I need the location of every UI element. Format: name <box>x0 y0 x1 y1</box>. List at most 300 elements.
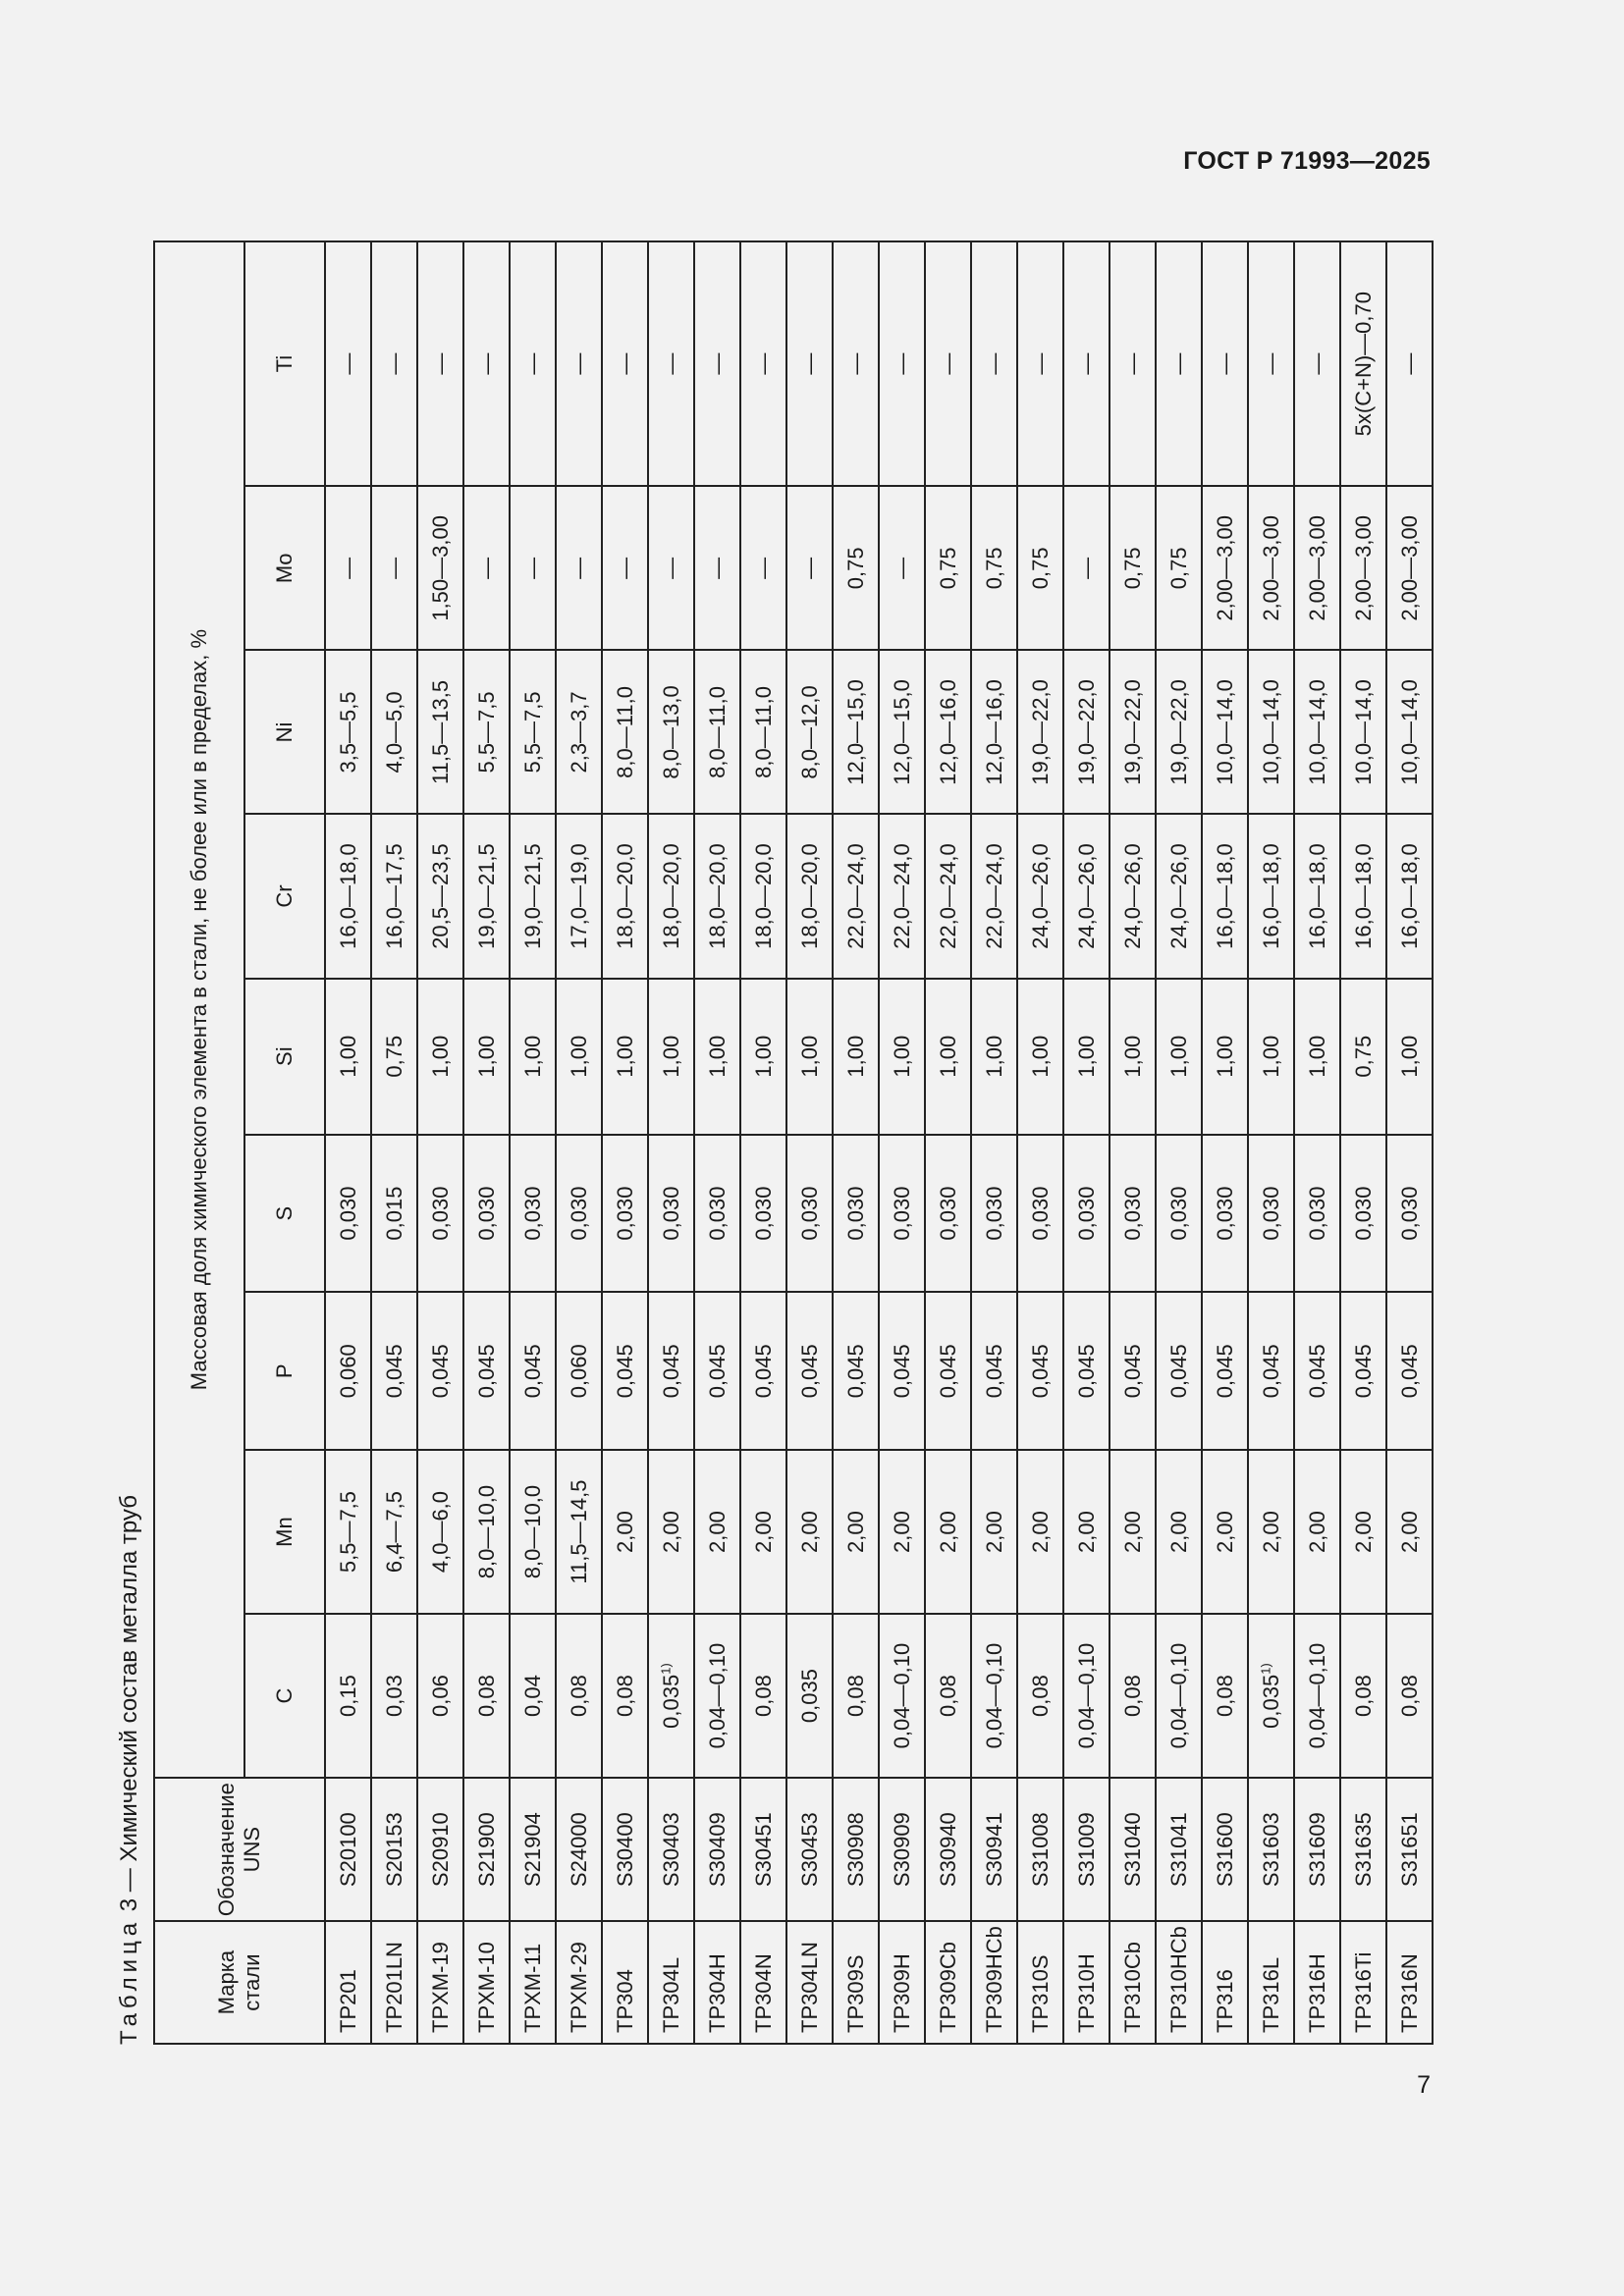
cell-mo <box>833 486 879 650</box>
cell-mo-value: 0,75 <box>1119 547 1145 590</box>
cell-ni <box>648 650 694 814</box>
cell-mn <box>1063 1450 1110 1614</box>
cell-s-value: 0,015 <box>381 1186 406 1241</box>
cell-mn-value: 2,00 <box>796 1511 822 1553</box>
cell-mo <box>1248 486 1294 650</box>
cell-uns-value: S31603 <box>1258 1812 1283 1888</box>
cell-cr <box>879 814 925 978</box>
table-row <box>740 241 786 2044</box>
cell-s <box>925 1135 971 1293</box>
cell-p-value: 0,045 <box>796 1344 822 1399</box>
cell-grade-value: TPXM-11 <box>519 1943 545 2033</box>
cell-c <box>1017 1614 1063 1778</box>
cell-mn <box>740 1450 786 1614</box>
cell-mo-value: 0,75 <box>1027 547 1053 590</box>
cell-p <box>371 1292 417 1450</box>
cell-cr-value: 16,0—18,0 <box>1258 843 1283 949</box>
cell-uns <box>325 1778 371 1921</box>
cell-cr-value: 16,0—18,0 <box>1212 843 1237 949</box>
cell-ti-value: — <box>1396 352 1422 375</box>
cell-s <box>1063 1135 1110 1293</box>
cell-mn-value: 4,0—6,0 <box>427 1490 453 1574</box>
cell-cr <box>740 814 786 978</box>
cell-p-value: 0,045 <box>1212 1344 1237 1399</box>
cell-mn-value: 2,00 <box>842 1511 868 1553</box>
cell-s-value: 0,030 <box>519 1186 545 1241</box>
cell-ti-value: — <box>704 352 730 375</box>
cell-si-value: 1,00 <box>981 1035 1006 1078</box>
cell-mn <box>879 1450 925 1614</box>
cell-ni-value: 12,0—16,0 <box>981 679 1006 785</box>
cell-s <box>1294 1135 1340 1293</box>
cell-si-value: 1,00 <box>427 1035 453 1078</box>
cell-ni <box>325 650 371 814</box>
cell-grade <box>417 1921 463 2044</box>
cell-ni <box>1340 650 1386 814</box>
table-row <box>556 241 602 2044</box>
cell-p <box>1017 1292 1063 1450</box>
cell-p <box>417 1292 463 1450</box>
cell-s-value: 0,030 <box>566 1186 591 1241</box>
cell-c <box>786 1614 833 1778</box>
cell-mn <box>786 1450 833 1614</box>
cell-ti <box>1063 241 1110 486</box>
cell-p <box>325 1292 371 1450</box>
cell-s-value: 0,030 <box>704 1186 730 1241</box>
cell-s-value: 0,030 <box>935 1186 960 1241</box>
cell-s-value: 0,030 <box>612 1186 637 1241</box>
cell-mo <box>325 486 371 650</box>
cell-si-value: 1,00 <box>796 1035 822 1078</box>
cell-grade <box>925 1921 971 2044</box>
cell-si <box>1202 979 1248 1135</box>
cell-grade-value: TP304 <box>612 1969 637 2033</box>
cell-s-value: 0,030 <box>1258 1186 1283 1241</box>
cell-grade-value: TP304LN <box>796 1942 822 2033</box>
cell-c <box>1156 1614 1202 1778</box>
cell-uns-value: S30909 <box>889 1812 914 1888</box>
cell-mn <box>325 1450 371 1614</box>
cell-ni-value: 19,0—22,0 <box>1119 679 1145 785</box>
cell-si-value: 1,00 <box>1165 1035 1191 1078</box>
cell-cr-value: 19,0—21,5 <box>519 843 545 949</box>
cell-s <box>1110 1135 1156 1293</box>
cell-cr-value: 17,0—19,0 <box>566 843 591 949</box>
cell-mo <box>556 486 602 650</box>
cell-c-value: 0,08 <box>1350 1675 1376 1717</box>
cell-grade-value: TP201 <box>335 1969 360 2033</box>
cell-uns <box>510 1778 556 1921</box>
cell-grade <box>556 1921 602 2044</box>
cell-s-value: 0,030 <box>473 1186 499 1241</box>
cell-c-value: 0,04—0,10 <box>981 1642 1006 1749</box>
cell-p <box>1110 1292 1156 1450</box>
cell-p-value: 0,045 <box>1258 1344 1283 1399</box>
cell-c <box>833 1614 879 1778</box>
cell-si-value: 1,00 <box>658 1035 683 1078</box>
header-element-ni: Ni <box>244 650 325 814</box>
cell-si <box>325 979 371 1135</box>
cell-grade <box>1386 1921 1433 2044</box>
cell-s <box>648 1135 694 1293</box>
cell-mn-value: 2,00 <box>1396 1511 1422 1553</box>
cell-cr <box>1386 814 1433 978</box>
cell-ni-value: 8,0—11,0 <box>704 686 730 778</box>
cell-ni-value: 4,0—5,0 <box>381 691 406 774</box>
cell-mn-value: 2,00 <box>704 1511 730 1553</box>
cell-c <box>510 1614 556 1778</box>
cell-si <box>1017 979 1063 1135</box>
cell-cr <box>1248 814 1294 978</box>
cell-cr-value: 16,0—18,0 <box>335 843 360 949</box>
cell-cr <box>833 814 879 978</box>
cell-uns <box>1017 1778 1063 1921</box>
table-row <box>1156 241 1202 2044</box>
cell-ni <box>417 650 463 814</box>
cell-si-value: 0,75 <box>381 1035 406 1078</box>
cell-mn <box>417 1450 463 1614</box>
cell-uns <box>648 1778 694 1921</box>
cell-mo <box>1156 486 1202 650</box>
cell-s <box>556 1135 602 1293</box>
cell-cr <box>1156 814 1202 978</box>
cell-cr <box>1110 814 1156 978</box>
cell-s <box>833 1135 879 1293</box>
cell-si <box>694 979 740 1135</box>
cell-c-value: 0,035 <box>796 1669 822 1724</box>
cell-c <box>648 1614 694 1778</box>
cell-mo <box>879 486 925 650</box>
cell-mn-value: 5,5—7,5 <box>335 1490 360 1574</box>
cell-mo-value: 2,00—3,00 <box>1258 515 1283 621</box>
cell-uns-value: S30403 <box>658 1812 683 1888</box>
cell-mo-value: — <box>704 557 730 579</box>
cell-cr <box>1294 814 1340 978</box>
cell-s-value: 0,030 <box>427 1186 453 1241</box>
cell-c-value: 0,04—0,10 <box>1165 1642 1191 1749</box>
cell-c <box>694 1614 740 1778</box>
cell-ni <box>833 650 879 814</box>
cell-s-value: 0,030 <box>750 1186 776 1241</box>
header-element-si: Si <box>244 979 325 1135</box>
cell-p-value: 0,045 <box>704 1344 730 1399</box>
cell-ti <box>694 241 740 486</box>
cell-mn-value: 2,00 <box>1350 1511 1376 1553</box>
cell-ni <box>971 650 1017 814</box>
cell-ni <box>879 650 925 814</box>
header-element-cr: Cr <box>244 814 325 978</box>
cell-s <box>1386 1135 1433 1293</box>
cell-si <box>971 979 1017 1135</box>
cell-cr <box>510 814 556 978</box>
table-row <box>925 241 971 2044</box>
cell-c <box>1386 1614 1433 1778</box>
cell-grade <box>1294 1921 1340 2044</box>
cell-mo <box>417 486 463 650</box>
cell-mo-value: 2,00—3,00 <box>1350 515 1376 621</box>
cell-ni-value: 10,0—14,0 <box>1396 679 1422 785</box>
cell-si-value: 1,00 <box>1258 1035 1283 1078</box>
cell-si <box>1248 979 1294 1135</box>
cell-cr-value: 18,0—20,0 <box>704 843 730 949</box>
table-row <box>1294 241 1340 2044</box>
cell-ti-value: — <box>612 352 637 375</box>
cell-mn <box>463 1450 510 1614</box>
cell-cr <box>971 814 1017 978</box>
cell-uns <box>1063 1778 1110 1921</box>
cell-uns-value: S31041 <box>1165 1812 1191 1888</box>
cell-mo <box>1202 486 1248 650</box>
cell-mo <box>925 486 971 650</box>
cell-si-value: 1,00 <box>335 1035 360 1078</box>
cell-cr <box>417 814 463 978</box>
cell-p <box>971 1292 1017 1450</box>
table-caption-text: 3 — Химический состав металла труб <box>116 1495 142 1912</box>
cell-ti-value: — <box>566 352 591 375</box>
cell-grade <box>740 1921 786 2044</box>
cell-mo-value: — <box>381 557 406 579</box>
cell-uns-value: S30941 <box>981 1812 1006 1888</box>
cell-uns <box>417 1778 463 1921</box>
cell-mo-value: — <box>612 557 637 579</box>
cell-grade-value: TP201LN <box>381 1942 406 2033</box>
cell-s <box>879 1135 925 1293</box>
cell-si-value: 1,00 <box>842 1035 868 1078</box>
cell-mo <box>602 486 648 650</box>
cell-mo-value: 2,00—3,00 <box>1212 515 1237 621</box>
cell-s <box>510 1135 556 1293</box>
cell-grade-value: TP309Cb <box>935 1942 960 2033</box>
cell-mo <box>1340 486 1386 650</box>
page-number: 7 <box>1417 2071 1431 2099</box>
header-row-1 <box>154 241 244 2044</box>
cell-p-value: 0,045 <box>1119 1344 1145 1399</box>
cell-mo-value: — <box>750 557 776 579</box>
cell-si <box>463 979 510 1135</box>
cell-grade-value: TP316H <box>1304 1953 1329 2033</box>
cell-c-value: 0,03 <box>381 1675 406 1717</box>
cell-cr-value: 18,0—20,0 <box>750 843 776 949</box>
table-row <box>1017 241 1063 2044</box>
cell-ni <box>740 650 786 814</box>
cell-s <box>786 1135 833 1293</box>
cell-mo <box>971 486 1017 650</box>
cell-cr-value: 18,0—20,0 <box>796 843 822 949</box>
table-row <box>1340 241 1386 2044</box>
cell-uns <box>1202 1778 1248 1921</box>
cell-c-value: 0,08 <box>935 1675 960 1717</box>
cell-si <box>371 979 417 1135</box>
table-caption <box>108 1495 151 2045</box>
cell-cr-value: 16,0—18,0 <box>1304 843 1329 949</box>
cell-mn-value: 2,00 <box>935 1511 960 1553</box>
cell-mo-value: — <box>889 557 914 579</box>
cell-c-value: 0,08 <box>750 1675 776 1717</box>
cell-mn-value: 2,00 <box>1027 1511 1053 1553</box>
cell-mo <box>1110 486 1156 650</box>
cell-mn <box>1386 1450 1433 1614</box>
cell-p-value: 0,045 <box>1304 1344 1329 1399</box>
cell-mo-value: — <box>658 557 683 579</box>
cell-si-value: 1,00 <box>566 1035 591 1078</box>
cell-c <box>556 1614 602 1778</box>
cell-ni <box>1063 650 1110 814</box>
chemical-composition-table <box>153 240 1434 2045</box>
cell-p-value: 0,045 <box>842 1344 868 1399</box>
cell-grade-value: TP304N <box>750 1953 776 2033</box>
cell-mn <box>1156 1450 1202 1614</box>
cell-p-value: 0,045 <box>1396 1344 1422 1399</box>
cell-ti <box>463 241 510 486</box>
cell-ti-value: 5x(C+N)—0,70 <box>1350 291 1376 437</box>
cell-p <box>1294 1292 1340 1450</box>
cell-ti-value: — <box>335 352 360 375</box>
cell-grade-value: TP310Cb <box>1119 1942 1145 2033</box>
cell-cr <box>786 814 833 978</box>
cell-c-value: 0,08 <box>1396 1675 1422 1717</box>
cell-si <box>1063 979 1110 1135</box>
cell-uns-value: S31609 <box>1304 1812 1329 1888</box>
cell-ti <box>1340 241 1386 486</box>
cell-uns-value: S30908 <box>842 1812 868 1888</box>
cell-cr-value: 16,0—18,0 <box>1396 843 1422 949</box>
cell-grade-value: TP310S <box>1027 1954 1053 2033</box>
cell-grade <box>648 1921 694 2044</box>
cell-s <box>417 1135 463 1293</box>
cell-cr <box>1063 814 1110 978</box>
cell-si-value: 1,00 <box>1396 1035 1422 1078</box>
cell-mo <box>371 486 417 650</box>
cell-uns-value: S24000 <box>566 1812 591 1888</box>
table-caption-lead: Таблица <box>116 1917 142 2045</box>
header-row-elements <box>244 241 325 2044</box>
table-row <box>325 241 371 2044</box>
cell-mo-value: 0,75 <box>842 547 868 590</box>
cell-uns-value: S30453 <box>796 1812 822 1888</box>
cell-c <box>602 1614 648 1778</box>
cell-uns <box>602 1778 648 1921</box>
cell-p <box>925 1292 971 1450</box>
cell-c <box>971 1614 1017 1778</box>
cell-p <box>694 1292 740 1450</box>
cell-c <box>1340 1614 1386 1778</box>
cell-si-value: 1,00 <box>1073 1035 1099 1078</box>
cell-mn <box>1202 1450 1248 1614</box>
cell-ti-value: — <box>1027 352 1053 375</box>
table-row <box>371 241 417 2044</box>
cell-cr-value: 24,0—26,0 <box>1165 843 1191 949</box>
header-element-p: P <box>244 1292 325 1450</box>
cell-p <box>510 1292 556 1450</box>
table-row <box>833 241 879 2044</box>
cell-grade <box>1110 1921 1156 2044</box>
cell-grade <box>833 1921 879 2044</box>
cell-ni <box>1156 650 1202 814</box>
cell-mn <box>833 1450 879 1614</box>
cell-si-value: 1,00 <box>704 1035 730 1078</box>
cell-si-value: 1,00 <box>473 1035 499 1078</box>
cell-s <box>1202 1135 1248 1293</box>
cell-c <box>417 1614 463 1778</box>
cell-s-value: 0,030 <box>1165 1186 1191 1241</box>
cell-mo-value: 2,00—3,00 <box>1304 515 1329 621</box>
cell-uns-value: S20153 <box>381 1812 406 1888</box>
cell-cr-value: 22,0—24,0 <box>981 843 1006 949</box>
cell-ti <box>1248 241 1294 486</box>
cell-ni-value: 8,0—11,0 <box>750 686 776 778</box>
cell-ti <box>879 241 925 486</box>
cell-p-value: 0,045 <box>750 1344 776 1399</box>
cell-mn <box>1294 1450 1340 1614</box>
cell-grade-value: TP316L <box>1258 1956 1283 2033</box>
cell-mn <box>371 1450 417 1614</box>
cell-uns <box>925 1778 971 1921</box>
cell-grade <box>463 1921 510 2044</box>
cell-ni <box>1294 650 1340 814</box>
cell-s-value: 0,030 <box>1119 1186 1145 1241</box>
cell-grade-value: TP316 <box>1212 1969 1237 2033</box>
cell-ni-value: 10,0—14,0 <box>1350 679 1376 785</box>
cell-p-value: 0,045 <box>1027 1344 1053 1399</box>
cell-grade <box>371 1921 417 2044</box>
cell-ti-value: — <box>981 352 1006 375</box>
cell-cr-value: 22,0—24,0 <box>889 843 914 949</box>
cell-mn <box>694 1450 740 1614</box>
cell-grade-value: TP316Ti <box>1350 1951 1376 2033</box>
cell-uns-value: S31651 <box>1396 1812 1422 1888</box>
cell-uns <box>371 1778 417 1921</box>
cell-ni-value: 3,5—5,5 <box>335 691 360 774</box>
cell-ni-value: 19,0—22,0 <box>1073 679 1099 785</box>
cell-p <box>879 1292 925 1450</box>
cell-cr <box>1017 814 1063 978</box>
cell-uns <box>879 1778 925 1921</box>
cell-mn-value: 2,00 <box>1119 1511 1145 1553</box>
cell-si <box>740 979 786 1135</box>
cell-grade <box>1156 1921 1202 2044</box>
cell-si <box>1156 979 1202 1135</box>
cell-uns <box>1294 1778 1340 1921</box>
cell-c-value: 0,08 <box>1119 1675 1145 1717</box>
cell-ti-value: — <box>935 352 960 375</box>
header-element-mn: Mn <box>244 1450 325 1614</box>
cell-mn-value: 2,00 <box>889 1511 914 1553</box>
cell-grade <box>325 1921 371 2044</box>
cell-cr-value: 24,0—26,0 <box>1073 843 1099 949</box>
cell-p-value: 0,045 <box>981 1344 1006 1399</box>
header-element-mo: Mo <box>244 486 325 650</box>
table-row <box>879 241 925 2044</box>
cell-mn <box>1340 1450 1386 1614</box>
cell-cr <box>325 814 371 978</box>
header-uns: Обозначение UNS <box>154 1778 325 1921</box>
cell-ni-value: 10,0—14,0 <box>1212 679 1237 785</box>
cell-mo-value: 1,50—3,00 <box>427 515 453 621</box>
cell-s-value: 0,030 <box>1212 1186 1237 1241</box>
table-row <box>417 241 463 2044</box>
cell-mn <box>602 1450 648 1614</box>
cell-p-value: 0,045 <box>473 1344 499 1399</box>
cell-s-value: 0,030 <box>1073 1186 1099 1241</box>
table-row <box>1386 241 1433 2044</box>
cell-ti-value: — <box>519 352 545 375</box>
cell-c <box>1248 1614 1294 1778</box>
header-mass-fraction: Массовая доля химического элемента в стали, не более или в пределах, % <box>154 241 244 1778</box>
cell-ni-value: 2,3—3,7 <box>566 691 591 774</box>
cell-uns-value: S21900 <box>473 1812 499 1888</box>
cell-p-value: 0,045 <box>427 1344 453 1399</box>
header-element-c: C <box>244 1614 325 1778</box>
